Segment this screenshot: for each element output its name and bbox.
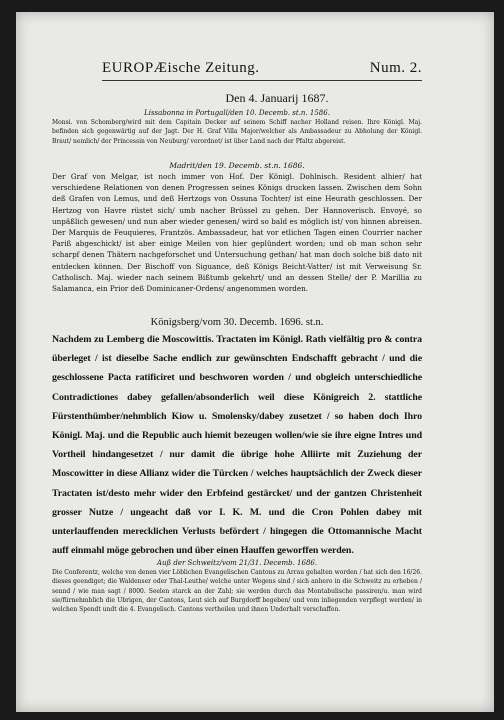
section-heading: Königsberg/vom 30. Decemb. 1696. st.n. — [150, 317, 324, 328]
newspaper-title: EUROPÆische Zeitung. — [102, 60, 260, 76]
section-madrid — [52, 161, 422, 294]
issue-date: Den 4. Januarij 1687. — [225, 91, 329, 105]
section-body: Der Graf von Melgar, ist noch immer von Hof. Der Königl. Dohlnisch. Resident alhier/ hat verschiedene Relationen von denen Progressen seines Königs drucken lassen. Zwischen dem Sohn deß Grafen von Lemus, und deß Hertzogs von Ossuna Tochter/ ist eine Heurath geschlossen. Der Hertzog von Havre rüstet sich/ umb nacher Brüssel zu gehen. Der Hannoverisch. Envoyé, so unpäßlich gewesen/ und nun aber wieder genesen/ wird so bald es möglich ist/ von hinnen abreisen. Der Marquis de Feuquieres, Frantzös. Ambassadeur, hat vor etlichen Tagen einen Courrier nacher Pariß abgeschickt/ ist aber einige Meilen von hier geplündert worden; und ob man schon sehr scharpf denen Thätern nachgeforschet und Untersuchung gethan/ hat man doch solche biß dato nit entdecken können. Der Bischoff von Siguance, deß Königs Beicht-Vatter/ ist mit Verweisung Sr. Catholisch. Maj. wieder nach seinem Bißtumb gekehrt/ und an dessen Stelle/ der P. Marillia zu Salamanca, ein Prior deß Dominicaner-Ordens/ angenommen worden. — [52, 172, 422, 294]
section-switzerland — [52, 559, 422, 614]
section-koenigsberg — [52, 316, 422, 560]
masthead-rule — [102, 80, 422, 81]
section-lisbon — [52, 109, 422, 146]
section-heading: Lissabonna in Portugall/den 10. Decemb. st.n. 1586. — [144, 109, 330, 117]
section-body: Nachdem zu Lemberg die Moscowittis. Tractaten im Königl. Rath vielfältig pro & contra überleget / ist dieselbe Sache endlich zur gewünschten Endschafft gebracht / und die geschlossene Pacta ratificiret und beschworen worden / und obgleich unterschiedliche Contradictiones dabey gefallen/absonderlich weil diese Königreich 2. stattliche Fürstenthümber/nehmblich Kiow u. Smolensky/dabey zusetzet / so haben doch Ihro Königl. Maj. und die Republic auch hiemit bezeugen wollen/wie sie ihre eigne Intres und Vortheil hindangesetzet / nur damit die übrige hohe Alliirte mit Zuziehung der Moscowitter in diese Allianz wider die Türcken / welches hauptsächlich der Zweck dieser Tractaten ist/desto mehr wider den Erbfeind gestärcket/ und der gantzen Christenheit grosser Nutze / ungeacht daß vor I. K. M. und die Cron Pohlen dabey mit unterlauffenden merecklichen Verlusts befördert / hingegen die Ottomannische Macht auff einmahl möge gebrochen und über einen Hauffen geworffen werden. — [52, 334, 422, 557]
section-heading: Auß der Schweitz/vom 21/31. Decemb. 1686. — [156, 559, 318, 567]
newspaper-page — [16, 12, 494, 712]
section-body: Die Conferentz, welche von denen vier Löblichen Evangelischen Cantons zu Arrau gehalten worden / hat sich den 16/26. dieses geendiget; die Waldenser oder Thal-Leuthe/ welche unter Wegens sind / sich anhero in die Schweitz zu erheben / sennd / wie man sagt / 8000. Seelen starck an der Zahl; sie werden durch das Montabulische passiren/u. man wird sie/fürnehmblich die Ubrigen, der Cantons, Leut sich auf Burgdorff begeben/ und vom inliegenden verpflegt werden/ in welchen Spendt undt die 4. Evangelisch. Cantons vertheilen und ihnen Underhalt verschaffen. — [52, 569, 422, 614]
issue-number: Num. 2. — [369, 60, 422, 76]
masthead — [102, 60, 422, 77]
section-heading: Madrit/den 19. Decemb. st.n. 1686. — [169, 161, 305, 170]
section-body: Monsi. von Schomberg/wird mit dem Capitain Decker auf seinem Schiff nacher Holland reisen. Ihre Königl. Maj. befinden sich gegenwärtig auf der Jagt. Der H. Graf Villa Major/welcher als Ambassadeur zu Abholung der Königl. Braut/ nemlich/ der Princessin von Neuburg/ verordnet/ ist über Land nach der Pfaltz abgereist. — [52, 119, 422, 145]
